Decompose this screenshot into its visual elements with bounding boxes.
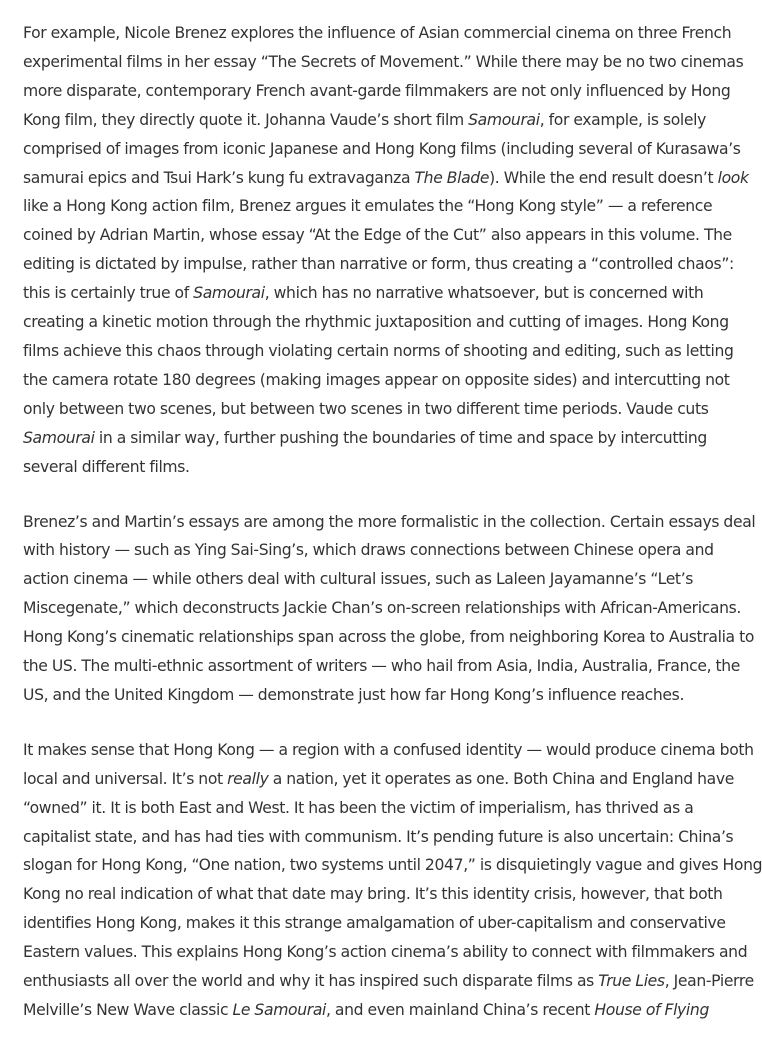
body-text: the camera rotate 180 degrees (making images appear on opposite sides) and intercutting not [23,370,730,389]
text-line [23,794,743,823]
body-text: , for example, is solely [539,110,707,129]
body-text: films achieve this chaos through violating certain norms of shooting and editing, such as letting [23,341,734,360]
article-body [23,19,762,1051]
body-text: creating a kinetic motion through the rhythmic juxtaposition and cutting of images. Hong Kong [23,313,729,332]
body-text: capitalist state, and has had ties with communism. It’s pending future is also uncertain: China’s [23,827,734,846]
italic-title-text: Samourai [468,110,540,129]
body-text: It makes sense that Hong Kong — a region with a confused identity — would produce cinema both [23,740,754,759]
article-paragraph [23,19,749,482]
text-line [23,395,743,424]
text-line [23,623,755,652]
text-line [23,164,749,193]
text-line [23,308,743,337]
italic-title-text: Samourai [23,428,95,447]
body-text: editing is dictated by impulse, rather than narrative or form, thus creating a “controlled chaos”: [23,255,734,274]
text-line [23,250,743,279]
body-text: a nation, yet it operates as one. Both China and England have [268,769,735,788]
text-line [23,536,743,565]
body-text: the US. The multi-ethnic assortment of writers — who hail from Asia, India, Australia, France, the [23,657,741,676]
body-text: , which has no narrative whatsoever, but is concerned with [264,284,704,303]
italic-title-text: look [717,168,749,187]
body-text: ). While the end result doesn’t [489,168,718,187]
body-text: coined by Adrian Martin, whose essay “At the Edge of the Cut” also appears in this volume. The [23,226,732,245]
body-text: samurai epics and Tsui Hark’s kung fu extravaganza [23,168,415,187]
body-text: , Jean-Pierre [664,972,754,991]
body-text: Eastern values. This explains Hong Kong’s action cinema’s ability to connect with filmmakers and [23,943,748,962]
text-line [23,337,743,366]
italic-title-text: Le Samourai [232,1001,327,1019]
article-paragraph [23,508,756,710]
italic-title-text: Samourai [193,284,265,303]
text-line [23,652,743,681]
italic-title-text: House of Flying [594,1001,709,1019]
text-line [23,823,743,852]
italic-title-text: really [227,769,269,788]
body-text: Melville’s New Wave classic [23,1001,233,1019]
italic-title-text: The Blade [414,168,490,187]
text-line [23,996,743,1025]
text-line [23,366,743,395]
body-text: Brenez’s and Martin’s essays are among the more formalistic in the collection. Certain essays deal [23,512,756,531]
body-text: with history — such as Ying Sai-Sing’s, which draws connections between Chinese opera and [23,541,714,560]
text-line [23,424,743,453]
body-text: identifies Hong Kong, makes it this strange amalgamation of uber-capitalism and conservative [23,914,726,933]
text-line [23,681,743,710]
text-line [23,19,743,48]
body-text: , and even mainland China’s recent [326,1001,595,1019]
body-text: like a Hong Kong action film, Brenez argues it emulates the “Hong Kong style” — a reference [23,197,713,216]
body-text: Miscegenate,” which deconstructs Jackie Chan’s on-screen relationships with African-Americans. [23,599,742,618]
article-paragraph [23,736,762,1025]
body-text: enthusiasts all over the world and why it has inspired such disparate films as [23,972,599,991]
body-text: only between two scenes, but between two scenes in two different time periods. Vaude cuts [23,399,709,418]
body-text: Kong no real indication of what that date may bring. It’s this identity crisis, however, that both [23,885,723,904]
text-line [23,135,743,164]
body-text: more disparate, contemporary French avant-garde filmmakers are not only influenced by Hong [23,81,731,100]
body-text: action cinema — while others deal with cultural issues, such as Laleen Jayamanne’s “Let’s [23,570,694,589]
text-line [23,106,743,135]
text-line [23,938,748,967]
text-line [23,48,743,77]
text-line [23,508,756,537]
italic-title-text: True Lies [598,972,665,991]
body-text: Kong film, they directly quote it. Johanna Vaude’s short film [23,110,469,129]
body-text: Hong Kong’s cinematic relationships span across the globe, from neighboring Korea to Australia to [23,628,755,647]
text-line [23,765,743,794]
body-text: For example, Nicole Brenez explores the influence of Asian commercial cinema on three French [23,24,732,42]
body-text: comprised of images from iconic Japanese and Hong Kong films (including several of Kurasawa’s [23,139,741,158]
text-line [23,453,743,482]
body-text: this is certainly true of [23,284,194,303]
text-line [23,221,743,250]
text-line [23,594,743,623]
body-text: “owned” it. It is both East and West. It has been the victim of imperialism, has thrived as a [23,798,694,817]
text-line [23,565,743,594]
body-text: experimental films in her essay “The Secrets of Movement.” While there may be no two cinemas [23,52,744,71]
body-text: local and universal. It’s not [23,769,228,788]
text-line [23,909,743,938]
body-text: several different films. [23,457,190,476]
text-line [23,736,754,765]
body-text: slogan for Hong Kong, “One nation, two systems until 2047,” is disquietingly vague and gives Hong [23,856,762,875]
text-line [23,880,743,909]
text-line [23,967,754,996]
body-text: US, and the United Kingdom — demonstrate just how far Hong Kong’s influence reaches. [23,685,685,704]
text-line [23,77,743,106]
text-line [23,851,762,880]
text-line [23,192,743,221]
text-line [23,279,743,308]
body-text: in a similar way, further pushing the boundaries of time and space by intercutting [94,428,707,447]
